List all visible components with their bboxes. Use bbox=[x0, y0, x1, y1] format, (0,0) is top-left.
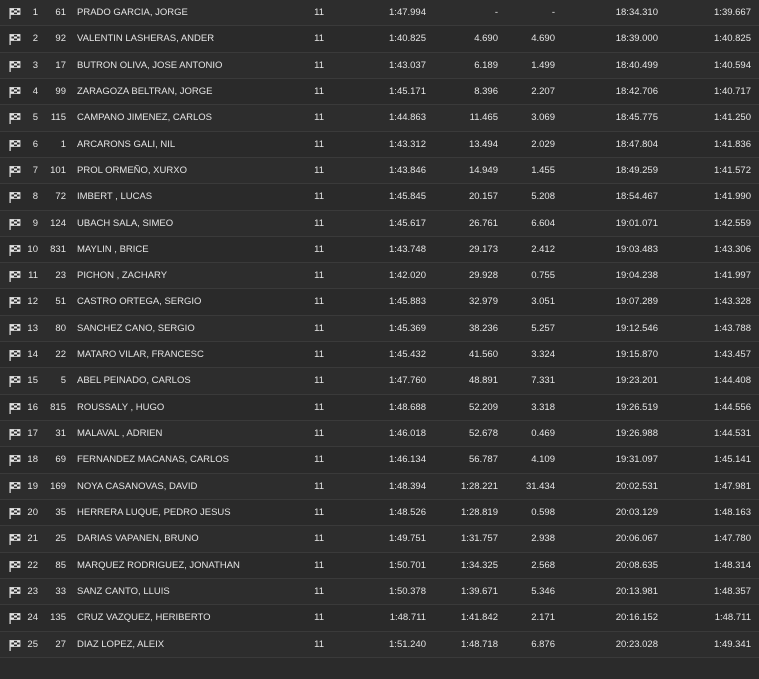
rider-name-cell: ROUSSALY , HUGO bbox=[77, 401, 165, 413]
laps-cell: 11 bbox=[314, 585, 324, 597]
bib-number-cell: 85 bbox=[55, 559, 66, 571]
last-lap-cell: 1:43.457 bbox=[714, 349, 751, 361]
last-lap-cell: 1:39.667 bbox=[714, 7, 751, 18]
total-time-cell: 19:01.071 bbox=[615, 217, 658, 229]
bib-number-cell: 135 bbox=[50, 612, 66, 624]
checkered-flag-icon bbox=[9, 324, 21, 335]
best-lap-cell: 1:45.369 bbox=[389, 322, 426, 334]
total-time-cell: 20:23.028 bbox=[615, 638, 658, 650]
checkered-flag-icon bbox=[9, 429, 21, 440]
bib-number-cell: 831 bbox=[50, 243, 66, 255]
position-cell: 10 bbox=[27, 243, 38, 255]
gap-to-previous-cell: 31.434 bbox=[525, 480, 555, 492]
laps-cell: 11 bbox=[314, 7, 324, 18]
laps-cell: 11 bbox=[314, 638, 324, 650]
total-time-cell: 19:03.483 bbox=[615, 243, 658, 255]
total-time-cell: 20:13.981 bbox=[615, 585, 658, 597]
table-row[interactable] bbox=[0, 368, 759, 394]
best-lap-cell: 1:47.994 bbox=[389, 7, 426, 18]
position-cell: 24 bbox=[27, 612, 38, 624]
position-cell: 5 bbox=[32, 112, 38, 124]
checkered-flag-icon bbox=[9, 403, 21, 414]
laps-cell: 11 bbox=[314, 454, 324, 466]
checkered-flag-icon bbox=[9, 376, 21, 387]
best-lap-cell: 1:45.845 bbox=[389, 191, 426, 203]
rider-name-cell: SANCHEZ CANO, SERGIO bbox=[77, 322, 195, 334]
position-cell: 14 bbox=[27, 349, 38, 361]
laps-cell: 11 bbox=[314, 33, 324, 45]
rider-name-cell: SANZ CANTO, LLUIS bbox=[77, 585, 170, 597]
position-cell: 4 bbox=[32, 85, 38, 97]
position-cell: 8 bbox=[32, 191, 38, 203]
table-row[interactable] bbox=[0, 553, 759, 579]
checkered-flag-icon bbox=[9, 140, 21, 151]
laps-cell: 11 bbox=[314, 401, 324, 413]
best-lap-cell: 1:44.863 bbox=[389, 112, 426, 124]
laps-cell: 11 bbox=[314, 559, 324, 571]
gap-to-previous-cell: 5.257 bbox=[531, 322, 555, 334]
gap-to-leader-cell: 11.465 bbox=[469, 112, 498, 124]
table-row[interactable] bbox=[0, 447, 759, 473]
last-lap-cell: 1:40.825 bbox=[714, 33, 751, 45]
total-time-cell: 19:15.870 bbox=[615, 349, 658, 361]
rider-name-cell: PICHON , ZACHARY bbox=[77, 270, 168, 282]
checkered-flag-icon bbox=[9, 192, 21, 203]
gap-to-leader-cell: 29.928 bbox=[468, 270, 498, 282]
best-lap-cell: 1:45.617 bbox=[389, 217, 426, 229]
rider-name-cell: CASTRO ORTEGA, SERGIO bbox=[77, 296, 202, 308]
bib-number-cell: 101 bbox=[50, 164, 66, 176]
laps-cell: 11 bbox=[314, 138, 324, 150]
best-lap-cell: 1:43.037 bbox=[389, 59, 426, 71]
rider-name-cell: PRADO GARCIA, JORGE bbox=[77, 7, 188, 18]
checkered-flag-icon bbox=[9, 166, 21, 177]
total-time-cell: 19:26.519 bbox=[615, 401, 658, 413]
position-cell: 19 bbox=[27, 480, 38, 492]
laps-cell: 11 bbox=[314, 85, 324, 97]
total-time-cell: 18:54.467 bbox=[615, 191, 658, 203]
gap-to-previous-cell: 1.499 bbox=[531, 59, 555, 71]
gap-to-leader-cell: 8.396 bbox=[474, 85, 498, 97]
best-lap-cell: 1:48.711 bbox=[389, 612, 426, 624]
table-row[interactable] bbox=[0, 53, 759, 79]
best-lap-cell: 1:46.018 bbox=[389, 428, 426, 439]
gap-to-leader-cell: 32.979 bbox=[468, 296, 498, 308]
position-cell: 3 bbox=[32, 59, 38, 71]
gap-to-leader-cell: 1:48.718 bbox=[461, 638, 498, 650]
best-lap-cell: 1:48.688 bbox=[389, 401, 426, 413]
best-lap-cell: 1:45.883 bbox=[389, 296, 426, 308]
bib-number-cell: 27 bbox=[55, 638, 66, 650]
best-lap-cell: 1:43.748 bbox=[389, 243, 426, 255]
total-time-cell: 18:47.804 bbox=[615, 138, 658, 150]
laps-cell: 11 bbox=[314, 612, 324, 624]
gap-to-previous-cell: - bbox=[551, 7, 555, 18]
laps-cell: 11 bbox=[314, 243, 324, 255]
last-lap-cell: 1:43.306 bbox=[714, 243, 751, 255]
checkered-flag-icon bbox=[9, 613, 21, 624]
gap-to-leader-cell: 6.189 bbox=[474, 59, 498, 71]
gap-to-previous-cell: 3.051 bbox=[531, 296, 555, 308]
rider-name-cell: ZARAGOZA BELTRAN, JORGE bbox=[77, 85, 213, 97]
gap-to-previous-cell: 2.412 bbox=[531, 243, 555, 255]
last-lap-cell: 1:40.594 bbox=[714, 59, 751, 71]
checkered-flag-icon bbox=[9, 455, 21, 466]
checkered-flag-icon bbox=[9, 297, 21, 308]
table-row[interactable] bbox=[0, 184, 759, 210]
gap-to-previous-cell: 0.755 bbox=[531, 270, 555, 282]
rider-name-cell: ABEL PEINADO, CARLOS bbox=[77, 375, 191, 387]
gap-to-previous-cell: 1.455 bbox=[531, 164, 555, 176]
gap-to-leader-cell: 1:28.221 bbox=[461, 480, 498, 492]
last-lap-cell: 1:43.788 bbox=[714, 322, 751, 334]
last-lap-cell: 1:48.357 bbox=[714, 585, 751, 597]
position-cell: 15 bbox=[27, 375, 38, 387]
table-row[interactable] bbox=[0, 158, 759, 184]
checkered-flag-icon bbox=[9, 8, 21, 19]
checkered-flag-icon bbox=[9, 508, 21, 519]
best-lap-cell: 1:47.760 bbox=[389, 375, 426, 387]
gap-to-leader-cell: 26.761 bbox=[468, 217, 498, 229]
gap-to-previous-cell: 3.069 bbox=[531, 112, 555, 124]
position-cell: 22 bbox=[27, 559, 38, 571]
table-row[interactable] bbox=[0, 605, 759, 631]
total-time-cell: 18:45.775 bbox=[615, 112, 658, 124]
gap-to-leader-cell: 48.891 bbox=[468, 375, 498, 387]
total-time-cell: 18:34.310 bbox=[615, 7, 658, 18]
gap-to-leader-cell: 1:41.842 bbox=[461, 612, 498, 624]
checkered-flag-icon bbox=[9, 640, 21, 651]
checkered-flag-icon bbox=[9, 245, 21, 256]
gap-to-leader-cell: 52.209 bbox=[468, 401, 498, 413]
rider-name-cell: MATARO VILAR, FRANCESC bbox=[77, 349, 204, 361]
checkered-flag-icon bbox=[9, 587, 21, 598]
table-row[interactable] bbox=[0, 289, 759, 315]
best-lap-cell: 1:46.134 bbox=[389, 454, 426, 466]
total-time-cell: 18:42.706 bbox=[615, 85, 658, 97]
laps-cell: 11 bbox=[314, 428, 324, 439]
checkered-flag-icon bbox=[9, 350, 21, 361]
position-cell: 17 bbox=[27, 428, 38, 439]
bib-number-cell: 33 bbox=[55, 585, 66, 597]
position-cell: 18 bbox=[27, 454, 38, 466]
rider-name-cell: MARQUEZ RODRIGUEZ, JONATHAN bbox=[77, 559, 240, 571]
rider-name-cell: DARIAS VAPANEN, BRUNO bbox=[77, 533, 199, 545]
gap-to-leader-cell: 38.236 bbox=[468, 322, 498, 334]
laps-cell: 11 bbox=[314, 349, 324, 361]
rider-name-cell: HERRERA LUQUE, PEDRO JESUS bbox=[77, 506, 231, 518]
bib-number-cell: 23 bbox=[55, 270, 66, 282]
gap-to-leader-cell: 52.678 bbox=[468, 428, 498, 439]
table-row[interactable] bbox=[0, 237, 759, 263]
checkered-flag-icon bbox=[9, 271, 21, 282]
rider-name-cell: CRUZ VAZQUEZ, HERIBERTO bbox=[77, 612, 211, 624]
last-lap-cell: 1:48.314 bbox=[714, 559, 751, 571]
position-cell: 9 bbox=[32, 217, 38, 229]
bib-number-cell: 115 bbox=[50, 112, 66, 124]
best-lap-cell: 1:45.432 bbox=[389, 349, 426, 361]
bib-number-cell: 17 bbox=[55, 59, 66, 71]
total-time-cell: 19:12.546 bbox=[615, 322, 658, 334]
bib-number-cell: 61 bbox=[55, 7, 66, 18]
table-row[interactable] bbox=[0, 632, 759, 658]
gap-to-previous-cell: 2.568 bbox=[531, 559, 555, 571]
rider-name-cell: MAYLIN , BRICE bbox=[77, 243, 149, 255]
rider-name-cell: NOYA CASANOVAS, DAVID bbox=[77, 480, 198, 492]
gap-to-leader-cell: 13.494 bbox=[468, 138, 498, 150]
laps-cell: 11 bbox=[314, 59, 324, 71]
bib-number-cell: 92 bbox=[55, 33, 66, 45]
rider-name-cell: BUTRON OLIVA, JOSE ANTONIO bbox=[77, 59, 223, 71]
last-lap-cell: 1:44.556 bbox=[714, 401, 751, 413]
gap-to-leader-cell: - bbox=[494, 7, 498, 18]
position-cell: 21 bbox=[27, 533, 38, 545]
bib-number-cell: 51 bbox=[55, 296, 66, 308]
checkered-flag-icon bbox=[9, 561, 21, 572]
table-row[interactable] bbox=[0, 342, 759, 368]
gap-to-previous-cell: 2.207 bbox=[531, 85, 555, 97]
total-time-cell: 19:26.988 bbox=[615, 428, 658, 439]
last-lap-cell: 1:45.141 bbox=[714, 454, 751, 466]
checkered-flag-icon bbox=[9, 219, 21, 230]
last-lap-cell: 1:48.163 bbox=[714, 506, 751, 518]
checkered-flag-icon bbox=[9, 482, 21, 493]
gap-to-previous-cell: 2.171 bbox=[531, 612, 555, 624]
position-cell: 16 bbox=[27, 401, 38, 413]
bib-number-cell: 169 bbox=[50, 480, 66, 492]
table-row[interactable] bbox=[0, 26, 759, 52]
gap-to-previous-cell: 2.029 bbox=[531, 138, 555, 150]
position-cell: 23 bbox=[27, 585, 38, 597]
laps-cell: 11 bbox=[314, 112, 324, 124]
table-row[interactable] bbox=[0, 79, 759, 105]
laps-cell: 11 bbox=[314, 217, 324, 229]
checkered-flag-icon bbox=[9, 534, 21, 545]
laps-cell: 11 bbox=[314, 375, 324, 387]
total-time-cell: 18:49.259 bbox=[615, 164, 658, 176]
total-time-cell: 20:08.635 bbox=[615, 559, 658, 571]
laps-cell: 11 bbox=[314, 164, 324, 176]
best-lap-cell: 1:40.825 bbox=[389, 33, 426, 45]
laps-cell: 11 bbox=[314, 296, 324, 308]
bib-number-cell: 22 bbox=[55, 349, 66, 361]
table-row[interactable] bbox=[0, 263, 759, 289]
rider-name-cell: FERNANDEZ MACANAS, CARLOS bbox=[77, 454, 230, 466]
bib-number-cell: 99 bbox=[55, 85, 66, 97]
gap-to-previous-cell: 6.876 bbox=[531, 638, 555, 650]
gap-to-leader-cell: 20.157 bbox=[468, 191, 498, 203]
last-lap-cell: 1:44.408 bbox=[714, 375, 751, 387]
gap-to-leader-cell: 1:39.671 bbox=[461, 585, 498, 597]
gap-to-leader-cell: 1:34.325 bbox=[461, 559, 498, 571]
gap-to-previous-cell: 5.208 bbox=[531, 191, 555, 203]
position-cell: 1 bbox=[32, 7, 38, 18]
position-cell: 11 bbox=[28, 270, 38, 282]
checkered-flag-icon bbox=[9, 34, 21, 45]
laps-cell: 11 bbox=[314, 270, 324, 282]
best-lap-cell: 1:51.240 bbox=[389, 638, 426, 650]
gap-to-previous-cell: 5.346 bbox=[531, 585, 555, 597]
total-time-cell: 18:39.000 bbox=[615, 33, 658, 45]
gap-to-leader-cell: 29.173 bbox=[468, 243, 498, 255]
best-lap-cell: 1:48.394 bbox=[389, 480, 426, 492]
laps-cell: 11 bbox=[314, 480, 324, 492]
position-cell: 7 bbox=[32, 164, 38, 176]
gap-to-previous-cell: 3.318 bbox=[531, 401, 555, 413]
rider-name-cell: PROL ORMEÑO, XURXO bbox=[77, 164, 187, 176]
table-row[interactable] bbox=[0, 0, 759, 26]
best-lap-cell: 1:49.751 bbox=[389, 533, 426, 545]
position-cell: 12 bbox=[27, 296, 38, 308]
rider-name-cell: IMBERT , LUCAS bbox=[77, 191, 153, 203]
last-lap-cell: 1:41.572 bbox=[714, 164, 751, 176]
best-lap-cell: 1:42.020 bbox=[389, 270, 426, 282]
rider-name-cell: VALENTIN LASHERAS, ANDER bbox=[77, 33, 215, 45]
gap-to-previous-cell: 0.469 bbox=[531, 428, 555, 439]
gap-to-leader-cell: 14.949 bbox=[468, 164, 498, 176]
best-lap-cell: 1:50.378 bbox=[389, 585, 426, 597]
bib-number-cell: 1 bbox=[60, 138, 66, 150]
rider-name-cell: CAMPANO JIMENEZ, CARLOS bbox=[77, 112, 212, 124]
last-lap-cell: 1:44.531 bbox=[714, 428, 751, 439]
bib-number-cell: 72 bbox=[55, 191, 66, 203]
bib-number-cell: 25 bbox=[55, 533, 66, 545]
last-lap-cell: 1:47.981 bbox=[714, 480, 751, 492]
best-lap-cell: 1:50.701 bbox=[389, 559, 426, 571]
bib-number-cell: 35 bbox=[55, 506, 66, 518]
table-row[interactable] bbox=[0, 474, 759, 500]
position-cell: 25 bbox=[27, 638, 38, 650]
best-lap-cell: 1:48.526 bbox=[389, 506, 426, 518]
gap-to-previous-cell: 6.604 bbox=[531, 217, 555, 229]
last-lap-cell: 1:40.717 bbox=[714, 85, 751, 97]
checkered-flag-icon bbox=[9, 61, 21, 72]
rider-name-cell: DIAZ LOPEZ, ALEIX bbox=[77, 638, 165, 650]
gap-to-leader-cell: 4.690 bbox=[474, 33, 498, 45]
position-cell: 13 bbox=[27, 322, 38, 334]
laps-cell: 11 bbox=[314, 506, 324, 518]
total-time-cell: 19:23.201 bbox=[615, 375, 658, 387]
position-cell: 20 bbox=[27, 506, 38, 518]
bib-number-cell: 815 bbox=[50, 401, 66, 413]
gap-to-leader-cell: 41.560 bbox=[468, 349, 498, 361]
gap-to-leader-cell: 1:31.757 bbox=[461, 533, 498, 545]
table-row[interactable] bbox=[0, 105, 759, 131]
best-lap-cell: 1:43.846 bbox=[389, 164, 426, 176]
checkered-flag-icon bbox=[9, 87, 21, 98]
rider-name-cell: MALAVAL , ADRIEN bbox=[77, 428, 163, 439]
table-row[interactable] bbox=[0, 526, 759, 552]
table-row[interactable] bbox=[0, 421, 759, 447]
last-lap-cell: 1:47.780 bbox=[714, 533, 751, 545]
last-lap-cell: 1:41.250 bbox=[714, 112, 751, 124]
position-cell: 6 bbox=[32, 138, 38, 150]
total-time-cell: 19:31.097 bbox=[615, 454, 658, 466]
total-time-cell: 20:16.152 bbox=[615, 612, 658, 624]
total-time-cell: 19:07.289 bbox=[615, 296, 658, 308]
last-lap-cell: 1:41.997 bbox=[714, 270, 751, 282]
gap-to-previous-cell: 2.938 bbox=[531, 533, 555, 545]
total-time-cell: 20:06.067 bbox=[615, 533, 658, 545]
last-lap-cell: 1:49.341 bbox=[714, 638, 751, 650]
best-lap-cell: 1:45.171 bbox=[389, 85, 426, 97]
table-row[interactable] bbox=[0, 132, 759, 158]
total-time-cell: 18:40.499 bbox=[615, 59, 658, 71]
last-lap-cell: 1:42.559 bbox=[714, 217, 751, 229]
bib-number-cell: 31 bbox=[55, 428, 66, 439]
checkered-flag-icon bbox=[9, 113, 21, 124]
gap-to-previous-cell: 3.324 bbox=[531, 349, 555, 361]
last-lap-cell: 1:41.990 bbox=[714, 191, 751, 203]
table-row[interactable] bbox=[0, 316, 759, 342]
best-lap-cell: 1:43.312 bbox=[389, 138, 426, 150]
gap-to-previous-cell: 4.690 bbox=[531, 33, 555, 45]
last-lap-cell: 1:41.836 bbox=[714, 138, 751, 150]
gap-to-previous-cell: 7.331 bbox=[531, 375, 555, 387]
laps-cell: 11 bbox=[314, 533, 324, 545]
bib-number-cell: 124 bbox=[50, 217, 66, 229]
table-row[interactable] bbox=[0, 500, 759, 526]
position-cell: 2 bbox=[32, 33, 38, 45]
rider-name-cell: ARCARONS GALI, NIL bbox=[77, 138, 176, 150]
laps-cell: 11 bbox=[314, 191, 324, 203]
laps-cell: 11 bbox=[314, 322, 324, 334]
last-lap-cell: 1:43.328 bbox=[714, 296, 751, 308]
gap-to-previous-cell: 4.109 bbox=[531, 454, 555, 466]
table-row[interactable] bbox=[0, 579, 759, 605]
gap-to-leader-cell: 1:28.819 bbox=[461, 506, 498, 518]
gap-to-previous-cell: 0.598 bbox=[531, 506, 555, 518]
table-row[interactable] bbox=[0, 395, 759, 421]
total-time-cell: 20:03.129 bbox=[615, 506, 658, 518]
table-row[interactable] bbox=[0, 211, 759, 237]
total-time-cell: 19:04.238 bbox=[615, 270, 658, 282]
total-time-cell: 20:02.531 bbox=[615, 480, 658, 492]
last-lap-cell: 1:48.711 bbox=[714, 612, 751, 624]
rider-name-cell: UBACH SALA, SIMEO bbox=[77, 217, 174, 229]
bib-number-cell: 80 bbox=[55, 322, 66, 334]
bib-number-cell: 69 bbox=[55, 454, 66, 466]
bib-number-cell: 5 bbox=[60, 375, 66, 387]
gap-to-leader-cell: 56.787 bbox=[468, 454, 498, 466]
